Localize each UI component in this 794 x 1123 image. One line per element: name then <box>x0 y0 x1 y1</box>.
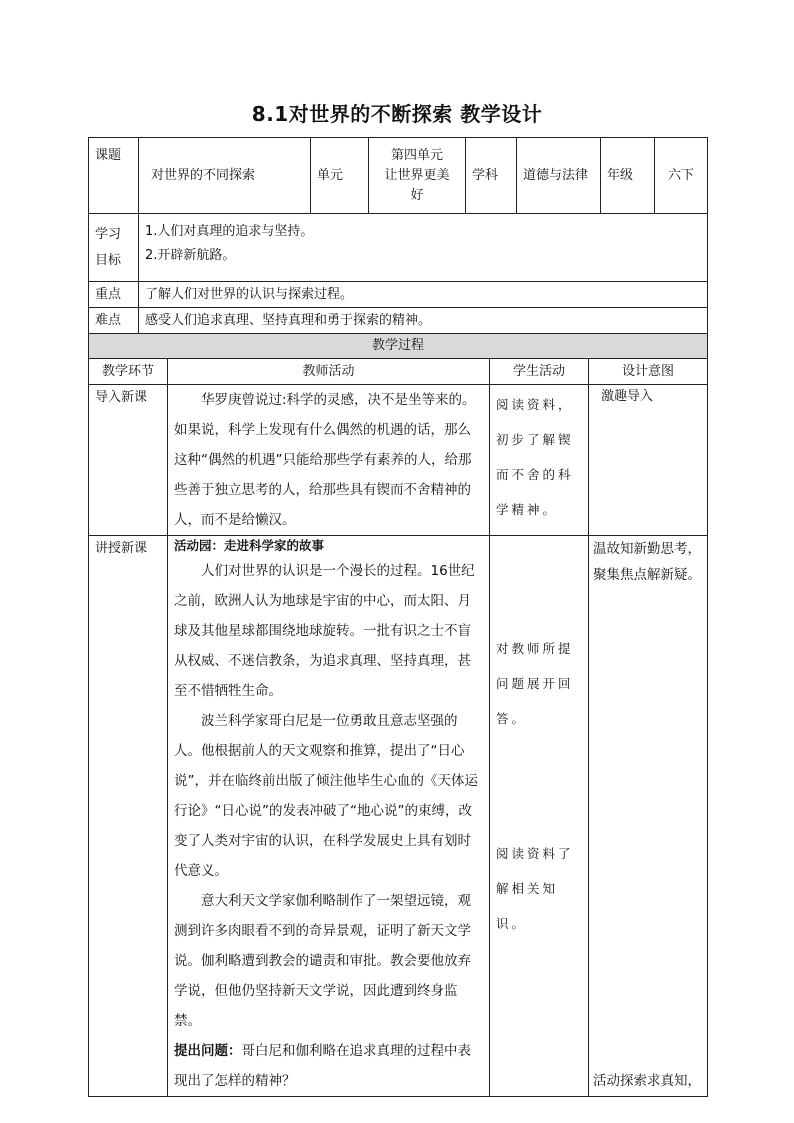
intro-teacher: 华罗庚曾说过:科学的灵感，决不是坐等来的。如果说，科学上发现有什么偶然的机遇的话，那么这种“偶然的机遇”只能给那些学有素养的人，给那些善于独立思考的人，给那些具有锲而不舍精神的人，而不是给懒汉。 <box>168 385 490 536</box>
difficulty-row <box>89 308 708 334</box>
grade-value: 六下 <box>655 138 708 214</box>
difficulty-label: 难点 <box>89 308 139 334</box>
process-header-row <box>89 359 708 385</box>
paragraph: 波兰科学家哥白尼是一位勇敢且意志坚强的人。他根据前人的天文观察和推算，提出了“日心说”，并在临终前出版了倾注他毕生心血的《天体运行论》“日心说”的发表冲破了“地心说”的束缚，改变了人类对宇宙的认识，在科学发展史上具有划时代意义。 <box>174 713 478 879</box>
header-intent: 设计意图 <box>589 359 708 385</box>
header-stage: 教学环节 <box>89 359 168 385</box>
new-lesson-row <box>89 536 708 1097</box>
paragraph: 意大利天文学家伽利略制作了一架望远镜，观测到许多肉眼看不到的奇异景观，证明了新天文学说。伽利略遭到教会的谴责和审批。教会要他放弃学说，但他仍坚持新天文学说，因此遭到终身监禁。 <box>174 893 471 1029</box>
process-table <box>88 333 708 1097</box>
activity-title: 活动园：走进科学家的故事 <box>174 538 325 553</box>
lesson-teacher <box>168 536 490 1097</box>
process-heading: 教学过程 <box>89 334 708 359</box>
key-point-label: 重点 <box>89 282 139 308</box>
unit-value: 第四单元 让世界更美 好 <box>369 138 466 214</box>
lesson-student: 对教师所提 问题展开回 答。 阅读资料了 解相关知识。 <box>490 536 589 1097</box>
topic-value: 对世界的不同探索 <box>139 138 311 214</box>
intro-row <box>89 385 708 536</box>
intro-stage: 导入新课 <box>89 385 168 536</box>
header-teacher: 教师活动 <box>168 359 490 385</box>
unit-label: 单元 <box>311 138 369 214</box>
key-point-text: 了解人们对世界的认识与探索过程。 <box>139 282 708 308</box>
document-title: 8.1对世界的不断探索 教学设计 <box>251 102 543 126</box>
intro-intent: 激趣导入 <box>589 385 708 536</box>
goals-list <box>139 214 708 282</box>
goal-item: 1.人们对真理的追求与坚持。 <box>145 224 314 239</box>
question: 提出问题：哥白尼和伽利略在追求真理的过程中表现出了怎样的精神？ <box>174 1043 471 1089</box>
grade-label: 年级 <box>601 138 655 214</box>
lesson-plan-table <box>88 137 708 334</box>
lesson-stage: 讲授新课 <box>89 536 168 1097</box>
header-student: 学生活动 <box>490 359 589 385</box>
goal-item: 2.开辟新航路。 <box>145 248 236 263</box>
paragraph: 人们对世界的认识是一个漫长的过程。16世纪之前，欧洲人认为地球是宇宙的中心，而太阳、月球及其他星球都围绕地球旋转。一批有识之士不盲从权威、不迷信教条，为追求真理、坚持真理，甚至不惜牺牲生命。 <box>174 563 475 699</box>
subject-label: 学科 <box>466 138 517 214</box>
goals-row <box>89 214 708 282</box>
topic-label: 课题 <box>89 138 139 214</box>
lesson-intent: 温故知新勤思考，聚集焦点解新疑。 活动探索求真知， <box>589 536 708 1097</box>
key-point-row <box>89 282 708 308</box>
info-row <box>89 138 708 214</box>
goals-label: 学习 目标 <box>89 214 139 282</box>
subject-value: 道德与法律 <box>517 138 601 214</box>
intro-student: 阅读资料， 初步了解锲 而不舍的科 学精神。 <box>490 385 589 536</box>
difficulty-text: 感受人们追求真理、坚持真理和勇于探索的精神。 <box>139 308 708 334</box>
